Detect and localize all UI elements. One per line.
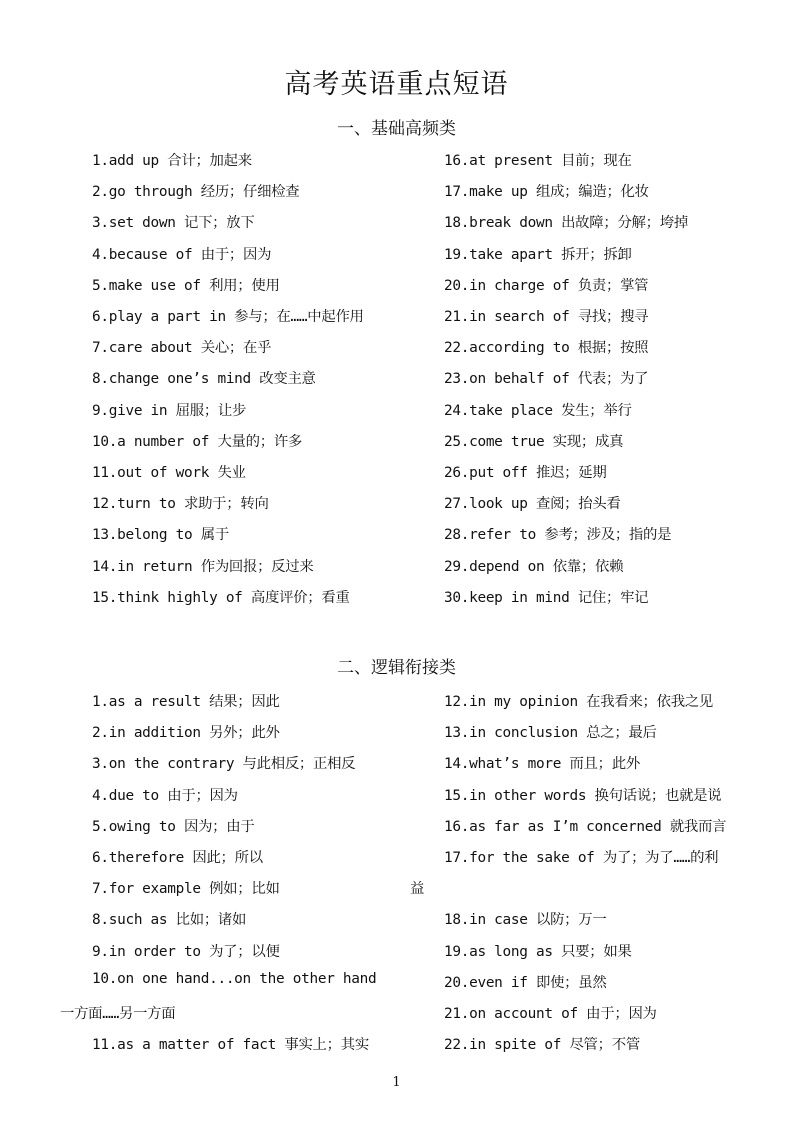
phrase-item: 8.change one’s mind 改变主意 [92,371,316,388]
phrase-item: 13.in conclusion 总之；最后 [444,725,657,742]
phrase-item: 10.a number of 大量的；许多 [92,433,303,450]
phrase-item: 27.look up 查阅；抬头看 [444,496,621,513]
phrase-item: 29.depend on 依靠；依赖 [444,558,624,575]
phrase-item: 5.make use of 利用；使用 [92,277,280,294]
phrase-item: 23.on behalf of 代表；为了 [444,371,649,388]
phrase-item: 16.at present 目前；现在 [444,153,632,169]
phrase-item: 15.think highly of 高度评价；看重 [92,589,350,606]
phrase-item: 18.break down 出故障；分解；垮掉 [444,215,688,232]
phrase-item: 22.in spite of 尽管；不管 [444,1037,640,1054]
phrase-item: 2.go through 经历；仔细检查 [92,184,300,201]
phrase-item: 21.in search of 寻找；搜寻 [444,309,649,325]
phrase-item: 益 [410,881,425,898]
phrase-item: 3.on the contrary 与此相反；正相反 [92,756,356,773]
section-1-heading: 一、基础高频类 [337,119,456,139]
phrase-item: 19.take apart 拆开；拆卸 [444,246,632,263]
phrase-item: 12.in my opinion 在我看来；依我之见 [444,694,714,710]
phrase-item: 14.what’s more 而且；此外 [444,756,640,773]
phrase-item: 2.in addition 另外；此外 [92,725,280,742]
phrase-item: 3.set down 记下；放下 [92,215,255,232]
phrase-item: 9.give in 屈服；让步 [92,402,247,419]
phrase-item: 15.in other words 换句话说；也就是说 [444,787,722,804]
phrase-item: 1.as a result 结果；因此 [92,694,280,710]
phrase-item: 11.as a matter of fact 事实上；其实 [92,1037,369,1054]
phrase-item: 8.such as 比如；诸如 [92,912,247,929]
phrase-item: 5.owing to 因为；由于 [92,818,255,835]
phrase-item: 1.add up 合计；加起来 [92,153,252,169]
phrase-item: 4.because of 由于；因为 [92,246,272,263]
phrase-item: 20.even if 即使；虽然 [444,974,607,991]
phrase-item: 28.refer to 参考；涉及；指的是 [444,527,672,544]
phrase-item: 11.out of work 失业 [92,465,246,481]
phrase-item: 14.in return 作为回报；反过来 [92,558,314,575]
phrase-item: 6.play a part in 参与；在……中起作用 [92,309,364,325]
document-title: 高考英语重点短语 [284,69,509,100]
phrase-item: 17.for the sake of 为了；为了……的利 [444,850,719,866]
phrase-item: 16.as far as I’m concerned 就我而言 [444,818,727,835]
phrase-item: 21.on account of 由于；因为 [444,1006,657,1022]
phrase-item: 25.come true 实现；成真 [444,433,624,450]
phrase-item: 20.in charge of 负责；掌管 [444,277,649,294]
phrase-item: 7.care about 关心；在乎 [92,340,272,357]
page-number: 1 [392,1075,401,1090]
phrase-item: 4.due to 由于；因为 [92,787,238,804]
phrase-item: 17.make up 组成；编造；化妆 [444,184,649,201]
section-2-heading: 二、逻辑衔接类 [337,658,456,678]
phrase-item: 10.on one hand...on the other hand [92,970,377,987]
phrase-item: 13.belong to 属于 [92,527,229,544]
phrase-item: 30.keep in mind 记住；牢记 [444,589,649,606]
phrase-item: 6.therefore 因此；所以 [92,850,263,866]
phrase-item: 24.take place 发生；举行 [444,402,632,419]
phrase-item: 7.for example 例如；比如 [92,881,280,898]
phrase-item: 22.according to 根据；按照 [444,340,649,357]
phrase-item: 一方面……另一方面 [60,1006,176,1022]
phrase-item: 12.turn to 求助于；转向 [92,496,269,513]
phrase-item: 18.in case 以防；万一 [444,912,607,929]
phrase-item: 26.put off 推迟；延期 [444,465,607,481]
phrase-item: 19.as long as 只要；如果 [444,943,632,960]
phrase-item: 9.in order to 为了；以便 [92,943,280,960]
